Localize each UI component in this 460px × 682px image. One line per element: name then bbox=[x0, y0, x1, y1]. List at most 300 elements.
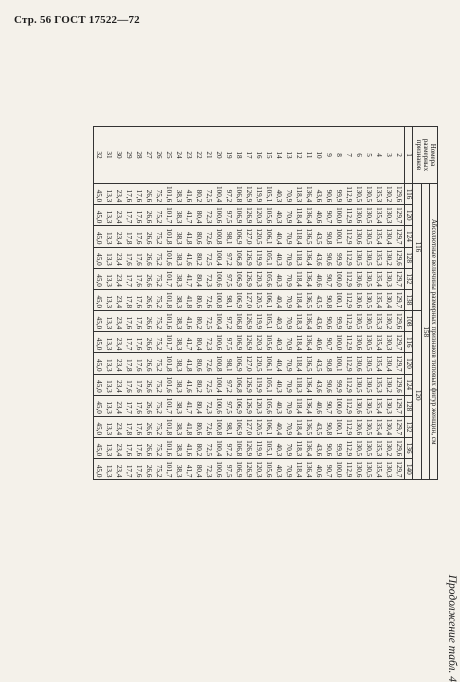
row-number: 15 bbox=[265, 151, 274, 159]
table-cell: 136,4 bbox=[305, 461, 314, 478]
table-cell: 23,4 bbox=[115, 401, 124, 414]
table-cell: 26,6 bbox=[145, 337, 154, 351]
table-title: Абсолютные величины размерных признаков типовых фигур женщин, см bbox=[429, 184, 437, 480]
table-cell: 105,6 bbox=[265, 461, 274, 478]
table-cell: 120,3 bbox=[255, 334, 264, 351]
data-column bbox=[94, 395, 405, 416]
table-cell: 75,2 bbox=[155, 422, 164, 436]
table-cell: 106,9 bbox=[235, 228, 244, 245]
table-cell: 101,6 bbox=[165, 313, 174, 330]
table-cell: 17,6 bbox=[135, 380, 144, 393]
table-cell: 130,2 bbox=[385, 376, 394, 393]
table-cell: 97,2 bbox=[225, 316, 234, 330]
table-cell: 100,6 bbox=[215, 270, 224, 287]
table-cell: 72,3 bbox=[205, 274, 214, 287]
table-cell: 17,8 bbox=[125, 295, 134, 309]
data-column bbox=[94, 226, 405, 247]
table-cell: 112,9 bbox=[345, 355, 354, 372]
table-cell: 26,6 bbox=[145, 253, 154, 266]
table-cell: 43,6 bbox=[315, 443, 324, 457]
table-cell: 120,3 bbox=[255, 270, 264, 287]
table-cell: 17,8 bbox=[125, 358, 134, 372]
table-cell: 126,9 bbox=[245, 397, 254, 414]
table-cell: 112,9 bbox=[345, 207, 354, 224]
table-cell: 72,3 bbox=[205, 464, 214, 478]
table-cell: 112,9 bbox=[345, 249, 354, 266]
table-cell: 130,4 bbox=[385, 291, 394, 309]
table-cell: 97,5 bbox=[225, 274, 234, 287]
table-cell: 17,6 bbox=[135, 401, 144, 414]
row-number: 5 bbox=[365, 153, 374, 157]
table-cell: 75,2 bbox=[155, 401, 164, 414]
table-cell: 129,6 bbox=[395, 440, 404, 457]
table-cell: 101,6 bbox=[165, 186, 174, 203]
table-cell: 70,9 bbox=[285, 464, 294, 478]
table-cell: 119,9 bbox=[255, 249, 264, 266]
table-cell: 26,6 bbox=[145, 422, 154, 436]
table-cell: 38,3 bbox=[175, 358, 184, 372]
table-cell: 72,3 bbox=[205, 337, 214, 351]
table-cell: 72,6 bbox=[205, 422, 214, 436]
table-cell: 70,9 bbox=[285, 210, 294, 224]
page-header: Стр. 56 ГОСТ 17522—72 bbox=[14, 14, 140, 26]
table-cell: 23,4 bbox=[115, 358, 124, 372]
table-cell: 80,2 bbox=[195, 443, 204, 457]
table-cell: 40,3 bbox=[275, 401, 284, 414]
row-number: 12 bbox=[295, 151, 304, 159]
table-cell: 136,4 bbox=[305, 186, 314, 203]
table-cell: 129,6 bbox=[395, 249, 404, 266]
table-cell: 100,6 bbox=[215, 207, 224, 224]
table-cell: 70,9 bbox=[285, 189, 294, 203]
table-cell: 129,7 bbox=[395, 291, 404, 309]
table-cell: 100,4 bbox=[215, 186, 224, 203]
table-cell: 126,9 bbox=[245, 249, 254, 266]
table-cell: 17,8 bbox=[125, 231, 134, 245]
table-cell: 120,3 bbox=[255, 397, 264, 414]
table-cell: 130,4 bbox=[385, 418, 394, 436]
table-cell: 40,4 bbox=[275, 295, 284, 309]
table-cell: 106,8 bbox=[235, 440, 244, 457]
index-label-1: 1 bbox=[405, 127, 413, 184]
table-cell: 38,3 bbox=[175, 337, 184, 351]
row-number: 18 bbox=[235, 151, 244, 159]
table-cell: 43,6 bbox=[315, 380, 324, 393]
row-number: 23 bbox=[185, 151, 194, 159]
table-cell: 130,5 bbox=[365, 440, 374, 457]
table-cell: 118,4 bbox=[295, 397, 304, 414]
data-column bbox=[94, 332, 405, 353]
col-124b: 124 bbox=[405, 374, 413, 395]
table-cell: 75,2 bbox=[155, 464, 164, 478]
table-continuation-caption: Продолжение табл. 4 bbox=[446, 574, 458, 682]
table-cell: 101,8 bbox=[165, 418, 174, 436]
table-cell: 98,1 bbox=[225, 231, 234, 245]
data-column bbox=[94, 247, 405, 268]
table-cell: 90,6 bbox=[325, 189, 334, 203]
table-cell: 126,9 bbox=[245, 461, 254, 478]
table-cell: 98,1 bbox=[225, 422, 234, 436]
table-cell: 17,6 bbox=[125, 380, 134, 393]
table-cell: 97,2 bbox=[225, 253, 234, 266]
subgroup-bust-120: 120 bbox=[413, 311, 421, 480]
table-cell: 17,7 bbox=[125, 401, 134, 414]
table-cell: 80,4 bbox=[195, 401, 204, 414]
col-138: 138 bbox=[405, 289, 413, 310]
table-cell: 17,6 bbox=[135, 358, 144, 372]
table-cell: 45,0 bbox=[95, 422, 104, 436]
table-cell: 100,0 bbox=[335, 334, 344, 351]
table-cell: 106,9 bbox=[235, 270, 244, 287]
table-cell: 45,0 bbox=[95, 337, 104, 351]
row-header: Номера размерных признаков bbox=[413, 127, 438, 184]
table-cell: 135,4 bbox=[375, 418, 384, 436]
table-cell: 72,5 bbox=[205, 380, 214, 393]
table-cell: 130,6 bbox=[355, 228, 364, 245]
table-cell: 101,6 bbox=[165, 376, 174, 393]
table-cell: 70,9 bbox=[285, 295, 294, 309]
table-cell: 136,4 bbox=[305, 334, 314, 351]
row-number: 24 bbox=[175, 151, 184, 159]
table-cell: 106,1 bbox=[265, 418, 274, 436]
table-cell: 90,7 bbox=[325, 464, 334, 478]
table-cell: 130,6 bbox=[355, 207, 364, 224]
table-cell: 26,6 bbox=[145, 210, 154, 224]
table-cell: 75,2 bbox=[155, 380, 164, 393]
table-cell: 23,4 bbox=[115, 422, 124, 436]
table-cell: 70,9 bbox=[285, 380, 294, 393]
table-cell: 80,6 bbox=[195, 295, 204, 309]
table-cell: 70,9 bbox=[285, 253, 294, 266]
table-cell: 90,7 bbox=[325, 210, 334, 224]
table-cell: 13,3 bbox=[105, 253, 114, 266]
table-cell: 130,5 bbox=[365, 186, 374, 203]
table-cell: 130,2 bbox=[385, 313, 394, 330]
table-cell: 129,6 bbox=[395, 313, 404, 330]
table-cell: 38,3 bbox=[175, 422, 184, 436]
row-number: 26 bbox=[155, 151, 164, 159]
table-cell: 45,0 bbox=[95, 189, 104, 203]
row-number: 20 bbox=[215, 151, 224, 159]
table-cell: 118,3 bbox=[295, 376, 304, 393]
table-cell: 130,3 bbox=[385, 270, 394, 287]
table-cell: 17,7 bbox=[125, 337, 134, 351]
table-cell: 70,9 bbox=[285, 422, 294, 436]
table-cell: 97,2 bbox=[225, 443, 234, 457]
size-table bbox=[93, 126, 438, 480]
table-cell: 90,7 bbox=[325, 337, 334, 351]
table-cell: 118,3 bbox=[295, 249, 304, 266]
table-cell: 43,6 bbox=[315, 316, 324, 330]
table-cell: 13,3 bbox=[105, 337, 114, 351]
table-cell: 100,1 bbox=[335, 355, 344, 372]
table-cell: 118,4 bbox=[295, 292, 304, 309]
table-cell: 17,6 bbox=[125, 316, 134, 330]
table-cell: 112,9 bbox=[345, 270, 354, 287]
table-cell: 130,3 bbox=[385, 461, 394, 478]
table-cell: 13,3 bbox=[105, 274, 114, 287]
table-cell: 105,1 bbox=[265, 440, 274, 457]
table-cell: 112,9 bbox=[345, 313, 354, 330]
row-number: 13 bbox=[285, 151, 294, 159]
table-cell: 97,5 bbox=[225, 210, 234, 224]
table-cell: 98,1 bbox=[225, 358, 234, 372]
table-cell: 126,9 bbox=[245, 440, 254, 457]
table-cell: 41,7 bbox=[185, 337, 194, 351]
table-cell: 40,3 bbox=[275, 189, 284, 203]
table-cell: 41,8 bbox=[185, 358, 194, 372]
measurement-table bbox=[78, 126, 438, 682]
table-cell: 130,5 bbox=[365, 397, 374, 414]
table-cell: 72,6 bbox=[205, 358, 214, 372]
table-cell: 112,9 bbox=[345, 292, 354, 309]
table-cell: 17,8 bbox=[125, 422, 134, 436]
table-cell: 101,7 bbox=[165, 461, 174, 478]
table-cell: 119,9 bbox=[255, 376, 264, 393]
table-cell: 90,6 bbox=[325, 253, 334, 266]
table-cell: 80,4 bbox=[195, 274, 204, 287]
table-cell: 23,4 bbox=[115, 189, 124, 203]
table-cell: 100,1 bbox=[335, 228, 344, 245]
table-cell: 129,7 bbox=[395, 334, 404, 351]
table-cell: 118,4 bbox=[295, 228, 304, 245]
data-column bbox=[94, 459, 405, 480]
table-cell: 80,4 bbox=[195, 210, 204, 224]
table-cell: 126,9 bbox=[245, 207, 254, 224]
table-cell: 135,4 bbox=[375, 291, 384, 309]
table-cell: 70,9 bbox=[285, 337, 294, 351]
table-cell: 130,5 bbox=[355, 440, 364, 457]
table-cell: 118,3 bbox=[295, 186, 304, 203]
table-cell: 41,7 bbox=[185, 210, 194, 224]
table-cell: 127,0 bbox=[245, 355, 254, 372]
table-cell: 75,2 bbox=[155, 316, 164, 330]
table-cell: 97,2 bbox=[225, 189, 234, 203]
table-cell: 100,8 bbox=[215, 228, 224, 245]
table-cell: 72,3 bbox=[205, 210, 214, 224]
table-cell: 118,4 bbox=[295, 270, 304, 287]
table-cell: 118,4 bbox=[295, 334, 304, 351]
table-cell: 23,4 bbox=[115, 337, 124, 351]
data-column bbox=[94, 205, 405, 226]
table-cell: 112,9 bbox=[345, 461, 354, 478]
col-124: 124 bbox=[405, 226, 413, 247]
table-cell: 100,1 bbox=[335, 418, 344, 436]
table-cell: 100,8 bbox=[215, 418, 224, 436]
table-cell: 38,3 bbox=[175, 253, 184, 266]
col-132b: 132 bbox=[405, 416, 413, 437]
table-cell: 130,4 bbox=[385, 228, 394, 245]
table-cell: 106,8 bbox=[235, 313, 244, 330]
table-cell: 120,5 bbox=[255, 228, 264, 245]
table-cell: 80,6 bbox=[195, 422, 204, 436]
table-cell: 105,6 bbox=[265, 207, 274, 224]
table-cell: 120,3 bbox=[255, 461, 264, 478]
table-cell: 13,3 bbox=[105, 422, 114, 436]
table-cell: 43,5 bbox=[315, 422, 324, 436]
table-cell: 17,6 bbox=[135, 443, 144, 457]
table-cell: 13,3 bbox=[105, 316, 114, 330]
table-cell: 106,8 bbox=[235, 186, 244, 203]
table-cell: 45,0 bbox=[95, 358, 104, 372]
table-cell: 130,5 bbox=[355, 249, 364, 266]
table-cell: 130,3 bbox=[385, 334, 394, 351]
table-cell: 130,5 bbox=[365, 313, 374, 330]
table-cell: 13,3 bbox=[105, 358, 114, 372]
table-cell: 100,0 bbox=[335, 270, 344, 287]
table-cell: 26,6 bbox=[145, 189, 154, 203]
table-cell: 106,9 bbox=[235, 418, 244, 436]
table-cell: 75,2 bbox=[155, 274, 164, 287]
table-cell: 130,5 bbox=[365, 418, 374, 436]
table-cell: 23,4 bbox=[115, 295, 124, 309]
table-cell: 17,6 bbox=[135, 253, 144, 266]
table-cell: 100,4 bbox=[215, 440, 224, 457]
table-cell: 75,2 bbox=[155, 253, 164, 266]
table-cell: 105,1 bbox=[265, 376, 274, 393]
table-cell: 17,6 bbox=[135, 316, 144, 330]
table-cell: 13,3 bbox=[105, 210, 114, 224]
table-cell: 40,3 bbox=[275, 380, 284, 393]
table-cell: 80,2 bbox=[195, 316, 204, 330]
table-cell: 80,4 bbox=[195, 464, 204, 478]
table-cell: 75,2 bbox=[155, 337, 164, 351]
table-cell: 41,6 bbox=[185, 253, 194, 266]
table-cell: 23,4 bbox=[115, 443, 124, 457]
table-cell: 101,7 bbox=[165, 397, 174, 414]
table-cell: 105,6 bbox=[265, 270, 274, 287]
table-cell: 41,8 bbox=[185, 231, 194, 245]
row-number: 4 bbox=[375, 153, 384, 157]
table-cell: 17,6 bbox=[135, 422, 144, 436]
table-cell: 80,2 bbox=[195, 189, 204, 203]
table-cell: 100,4 bbox=[215, 313, 224, 330]
table-cell: 23,4 bbox=[115, 464, 124, 478]
row-number: 21 bbox=[205, 151, 214, 159]
table-cell: 23,4 bbox=[115, 380, 124, 393]
table-cell: 100,4 bbox=[215, 376, 224, 393]
subgroup-bust-116: 116 bbox=[413, 184, 421, 311]
table-cell: 90,7 bbox=[325, 274, 334, 287]
table-cell: 135,3 bbox=[375, 249, 384, 266]
table-cell: 112,9 bbox=[345, 228, 354, 245]
table-cell: 17,6 bbox=[135, 210, 144, 224]
table-cell: 70,9 bbox=[285, 401, 294, 414]
table-cell: 130,2 bbox=[385, 440, 394, 457]
table-cell: 135,3 bbox=[375, 440, 384, 457]
table-cell: 90,6 bbox=[325, 380, 334, 393]
table-cell: 23,4 bbox=[115, 316, 124, 330]
table-cell: 40,4 bbox=[275, 231, 284, 245]
table-cell: 45,0 bbox=[95, 274, 104, 287]
row-number: 7 bbox=[345, 153, 354, 157]
table-cell: 136,4 bbox=[305, 207, 314, 224]
table-cell: 43,5 bbox=[315, 358, 324, 372]
table-cell: 43,6 bbox=[315, 253, 324, 266]
col-120b: 120 bbox=[405, 353, 413, 374]
table-cell: 130,5 bbox=[365, 270, 374, 287]
table-cell: 40,3 bbox=[275, 337, 284, 351]
table-cell: 130,3 bbox=[385, 207, 394, 224]
table-cell: 130,5 bbox=[355, 376, 364, 393]
table-cell: 126,9 bbox=[245, 313, 254, 330]
table-cell: 70,9 bbox=[285, 274, 294, 287]
table-cell: 43,5 bbox=[315, 231, 324, 245]
table-cell: 105,1 bbox=[265, 186, 274, 203]
row-number: 17 bbox=[245, 151, 254, 159]
data-column bbox=[94, 268, 405, 289]
row-number: 27 bbox=[145, 151, 154, 159]
table-cell: 75,2 bbox=[155, 210, 164, 224]
table-cell: 100,6 bbox=[215, 334, 224, 351]
table-cell: 75,2 bbox=[155, 443, 164, 457]
table-cell: 98,1 bbox=[225, 295, 234, 309]
table-cell: 136,4 bbox=[305, 270, 314, 287]
table-cell: 17,6 bbox=[135, 231, 144, 245]
table-cell: 13,3 bbox=[105, 189, 114, 203]
table-cell: 105,6 bbox=[265, 334, 274, 351]
table-cell: 13,3 bbox=[105, 295, 114, 309]
table-cell: 130,5 bbox=[365, 334, 374, 351]
table-cell: 80,2 bbox=[195, 380, 204, 393]
table-cell: 129,7 bbox=[395, 207, 404, 224]
row-number: 11 bbox=[305, 151, 314, 159]
table-cell: 97,5 bbox=[225, 337, 234, 351]
row-number: 31 bbox=[105, 151, 114, 159]
table-cell: 40,3 bbox=[275, 274, 284, 287]
table-cell: 40,3 bbox=[275, 210, 284, 224]
table-cell: 40,6 bbox=[315, 337, 324, 351]
table-cell: 130,6 bbox=[355, 270, 364, 287]
table-cell: 135,4 bbox=[375, 355, 384, 372]
col-128: 128 bbox=[405, 247, 413, 268]
table-cell: 75,2 bbox=[155, 231, 164, 245]
table-cell: 13,3 bbox=[105, 380, 114, 393]
row-number: 30 bbox=[115, 151, 124, 159]
table-cell: 127,0 bbox=[245, 228, 254, 245]
table-cell: 90,8 bbox=[325, 358, 334, 372]
row-number: 6 bbox=[355, 153, 364, 157]
table-cell: 101,6 bbox=[165, 440, 174, 457]
row-numbers bbox=[94, 127, 405, 184]
table-cell: 112,9 bbox=[345, 376, 354, 393]
table-cell: 75,2 bbox=[155, 295, 164, 309]
table-cell: 112,9 bbox=[345, 186, 354, 203]
table-cell: 26,6 bbox=[145, 401, 154, 414]
table-cell: 106,9 bbox=[235, 461, 244, 478]
table-cell: 40,4 bbox=[275, 358, 284, 372]
table-cell: 126,9 bbox=[245, 376, 254, 393]
table-cell: 26,6 bbox=[145, 316, 154, 330]
table-cell: 100,8 bbox=[215, 355, 224, 372]
table-cell: 126,9 bbox=[245, 270, 254, 287]
table-cell: 97,5 bbox=[225, 464, 234, 478]
table-cell: 118,4 bbox=[295, 207, 304, 224]
table-cell: 129,7 bbox=[395, 461, 404, 478]
table-cell: 106,1 bbox=[265, 291, 274, 309]
table-cell: 136,4 bbox=[305, 397, 314, 414]
table-cell: 130,5 bbox=[365, 461, 374, 478]
table-cell: 99,9 bbox=[335, 189, 344, 203]
table-cell: 100,0 bbox=[335, 397, 344, 414]
table-cell: 130,5 bbox=[365, 291, 374, 309]
table-cell: 135,4 bbox=[375, 228, 384, 245]
table-cell: 129,7 bbox=[395, 397, 404, 414]
table-cell: 136,5 bbox=[305, 291, 314, 309]
table-cell: 130,4 bbox=[385, 355, 394, 372]
table-cell: 45,0 bbox=[95, 253, 104, 266]
table-cell: 130,2 bbox=[385, 249, 394, 266]
